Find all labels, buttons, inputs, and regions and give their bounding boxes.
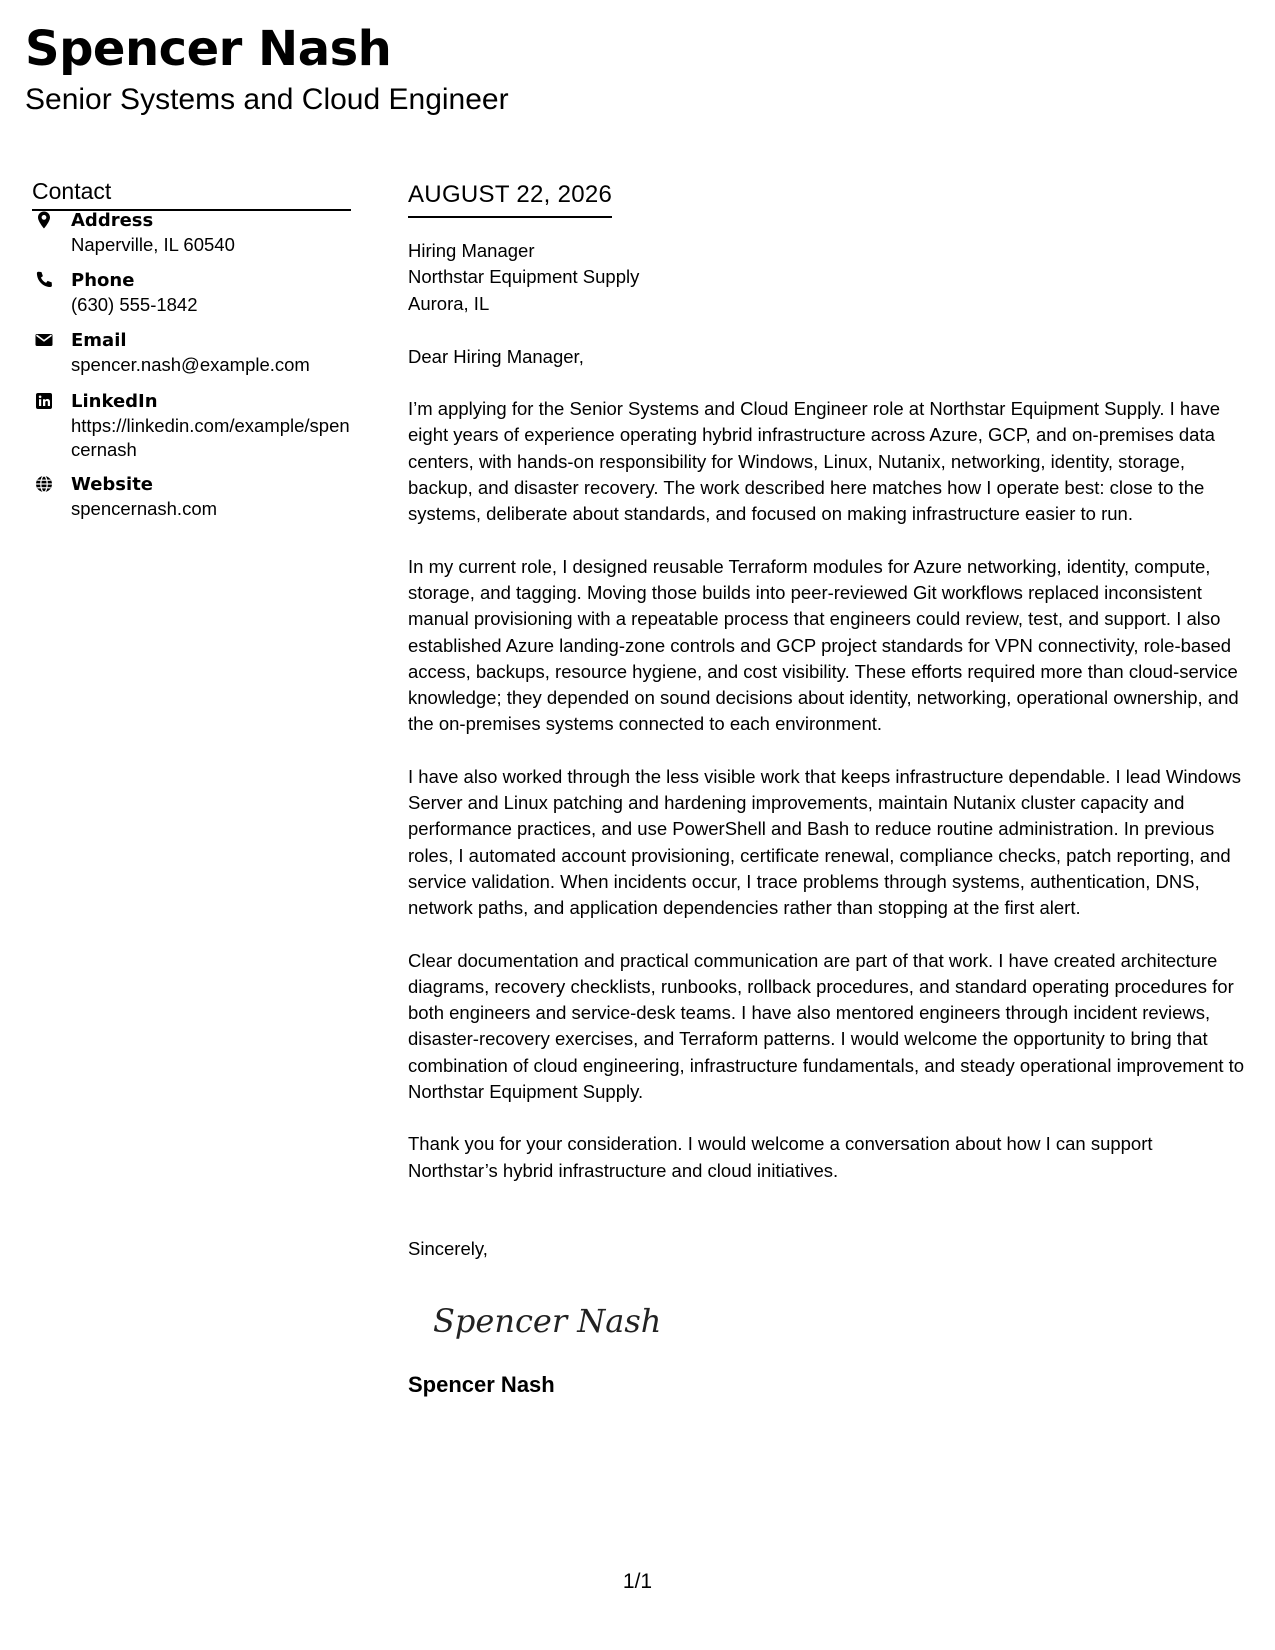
letter-paragraph-4: Clear documentation and practical communication are part of that work. I have created architecture diagrams, recovery checklists, runbooks, rollback procedures, and standard operating procedures for both engineers and service-desk teams. I have also mentored engineers through incident reviews, disaster-recovery exercises, and Terraform patterns. I would welcome the opportunity to bring that combination of cloud engineering, infrastructure fundamentals, and steady operational improvement to Northstar Equipment Supply. <box>408 949 1245 1103</box>
contact-label-email: Email <box>71 330 127 351</box>
contact-label-linkedin: LinkedIn <box>71 391 158 412</box>
envelope-icon <box>34 330 54 350</box>
salutation: Dear Hiring Manager, <box>408 345 584 367</box>
letter-paragraph-3: I have also worked through the less visible work that keeps infrastructure dependable. I lead Windows Server and Linux patching and hardening improvements, maintain Nutanix cluster capacity and performance practices, and use PowerShell and Bash to reduce routine administration. In previous roles, I automated account provisioning, certificate renewal, compliance checks, patch reporting, and service validation. When incidents occur, I trace problems through systems, authentication, DNS, network paths, and application dependencies rather than stopping at the first alert. <box>408 765 1241 919</box>
letter-date: AUGUST 22, 2026 <box>408 180 612 218</box>
contact-value-phone: (630) 555-1842 <box>71 294 198 315</box>
letter-paragraph-2: In my current role, I designed reusable Terraform modules for Azure networking, identity, compute, storage, and tagging. Moving those builds into peer-reviewed Git workflows replaced inconsistent manual provisioning with a repeatable process that engineers could review, test, and support. I also established Azure landing-zone controls and GCP project standards for VPN connectivity, role-based access, backups, resource hygiene, and cost visibility. These efforts required more than cloud-service knowledge; they depended on sound decisions about identity, networking, operational ownership, and the on-premises systems connected to each environment. <box>408 555 1239 735</box>
cover-letter-body <box>408 180 1246 1400</box>
contact-value-linkedin[interactable]: https://linkedin.com/example/spencernash <box>71 415 350 460</box>
recipient-name: Hiring Manager <box>408 240 535 261</box>
job-title: Senior Systems and Cloud Engineer <box>25 83 509 116</box>
contact-label-website: Website <box>71 474 154 495</box>
recipient-block <box>408 238 1246 317</box>
applicant-name: Spencer Nash <box>25 21 392 77</box>
recipient-location: Aurora, IL <box>408 292 490 314</box>
contact-label-phone: Phone <box>71 270 135 291</box>
signature-text: Spencer Nash <box>433 1302 662 1341</box>
linkedin-icon <box>34 391 54 411</box>
page-number: 1/1 <box>622 1570 653 1593</box>
letter-paragraph-1: I’m applying for the Senior Systems and Cloud Engineer role at Northstar Equipment Supply. I have eight years of experience operating hybrid infrastructure across Azure, GCP, and on-premises data centers, with hands-on responsibility for Windows, Linux, Nutanix, networking, identity, storage, backup, and disaster recovery. The work described here matches how I operate best: close to the systems, deliberate about standards, and focused on making infrastructure easier to run. <box>408 398 1221 525</box>
handwritten-signature <box>433 1296 663 1346</box>
contact-value-email[interactable]: spencer.nash@example.com <box>71 354 310 375</box>
contact-value-website[interactable]: spencernash.com <box>71 498 218 519</box>
letter-paragraph-5: Thank you for your consideration. I would welcome a conversation about how I can support Northstar’s hybrid infrastructure and cloud initiatives. <box>408 1133 1153 1181</box>
contact-sidebar <box>32 176 351 519</box>
globe-icon <box>34 474 54 494</box>
recipient-company: Northstar Equipment Supply <box>408 266 640 288</box>
signed-name: Spencer Nash <box>408 1372 555 1398</box>
map-pin-icon <box>34 210 54 230</box>
phone-icon <box>34 270 54 290</box>
contact-value-address: Naperville, IL 60540 <box>71 234 235 255</box>
contact-heading: Contact <box>32 176 351 211</box>
closing: Sincerely, <box>408 1237 488 1259</box>
contact-label-address: Address <box>71 210 154 231</box>
